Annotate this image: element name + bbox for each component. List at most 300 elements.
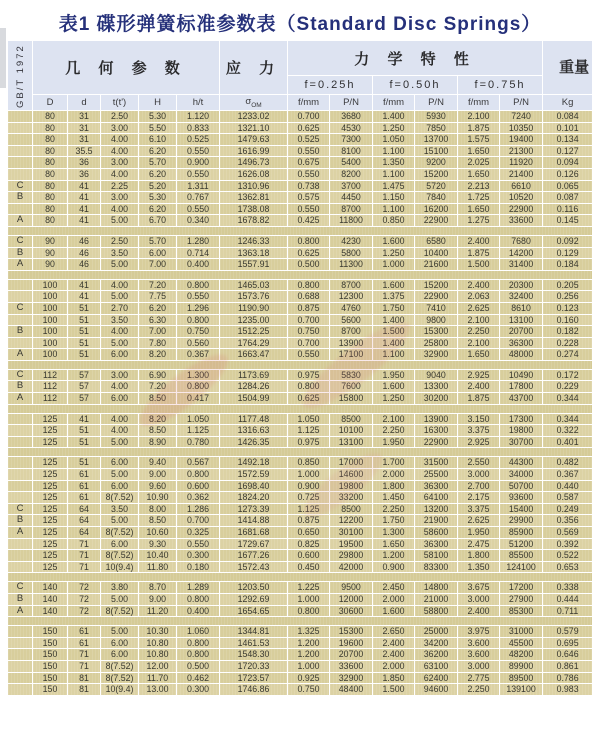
table-cell: 1729.67	[220, 539, 287, 550]
table-cell: 2.000	[373, 594, 414, 605]
row-type-label	[8, 204, 32, 215]
table-cell: 0.646	[543, 649, 592, 660]
table-cell: 10.40	[139, 550, 176, 561]
standard-code-cell	[8, 41, 32, 110]
table-cell: 64	[68, 515, 100, 526]
row-type-label: B	[8, 594, 32, 605]
table-cell: 61	[68, 481, 100, 492]
table-cell: 0.861	[543, 661, 592, 672]
row-type-label: A	[8, 215, 32, 226]
table-cell: 63100	[415, 661, 457, 672]
table-cell: 2.925	[458, 370, 499, 381]
table-cell: 0.425	[288, 215, 329, 226]
table-header	[8, 41, 592, 110]
table-cell: 1738.08	[220, 204, 287, 215]
table-cell: 1479.63	[220, 134, 287, 145]
table-row	[8, 550, 592, 561]
table-cell: 1.325	[288, 626, 329, 637]
table-cell: 4.00	[101, 280, 138, 291]
table-cell: 1.650	[373, 539, 414, 550]
table-cell: 0.367	[543, 469, 592, 480]
table-cell: 15400	[500, 504, 542, 515]
table-cell: 31000	[500, 626, 542, 637]
table-cell: 1.800	[458, 550, 499, 561]
table-cell: 2.650	[373, 626, 414, 637]
table-cell: 2.063	[458, 291, 499, 302]
table-cell: 1.875	[458, 248, 499, 259]
table-cell: 0.750	[288, 684, 329, 695]
table-cell: 7600	[330, 381, 372, 392]
group-separator-cell	[8, 448, 592, 456]
table-cell: 1321.10	[220, 123, 287, 134]
table-cell: 0.800	[177, 594, 219, 605]
table-row	[8, 259, 592, 270]
table-cell: 21600	[415, 259, 457, 270]
table-cell: 1.125	[177, 425, 219, 436]
table-cell: 1.875	[458, 123, 499, 134]
table-cell: 32900	[415, 349, 457, 360]
table-cell: 6.00	[101, 481, 138, 492]
table-cell: 0.975	[288, 437, 329, 448]
row-type-label: C	[8, 370, 32, 381]
row-type-label	[8, 134, 32, 145]
table-cell: 8.90	[139, 437, 176, 448]
table-cell: 1173.69	[220, 370, 287, 381]
table-cell: 4.00	[101, 169, 138, 180]
table-cell: 31500	[415, 457, 457, 468]
table-cell: 8.70	[139, 582, 176, 593]
table-cell: 1.050	[288, 414, 329, 425]
table-cell: 140	[33, 606, 67, 617]
table-cell: 36	[68, 169, 100, 180]
table-row	[8, 381, 592, 392]
sigma-subscript: OM	[251, 101, 262, 109]
table-cell: 3700	[330, 181, 372, 192]
table-cell: 1.350	[373, 157, 414, 168]
table-row	[8, 684, 592, 695]
row-type-label: C	[8, 181, 32, 192]
table-row	[8, 303, 592, 314]
row-type-label: C	[8, 504, 32, 515]
table-cell: 4.00	[101, 326, 138, 337]
table-cell: 36300	[415, 481, 457, 492]
row-type-label: B	[8, 326, 32, 337]
table-cell: 61	[68, 626, 100, 637]
table-cell: 1.200	[373, 550, 414, 561]
row-type-label	[8, 673, 32, 684]
table-cell: 7.20	[139, 280, 176, 291]
table-cell: 125	[33, 515, 67, 526]
table-row	[8, 539, 592, 550]
table-cell: 0.550	[177, 539, 219, 550]
table-cell: 25500	[415, 469, 457, 480]
table-cell: 0.340	[177, 215, 219, 226]
table-cell: 11920	[500, 157, 542, 168]
row-type-label	[8, 169, 32, 180]
table-cell: 8.00	[139, 504, 176, 515]
table-cell: 0.300	[177, 550, 219, 561]
table-cell: 6.20	[139, 204, 176, 215]
table-cell: 46	[68, 259, 100, 270]
table-cell: 17800	[500, 381, 542, 392]
table-cell: 0.400	[177, 606, 219, 617]
table-cell: 5.70	[139, 236, 176, 247]
table-cell: 0.444	[543, 594, 592, 605]
table-cell: 6.00	[101, 349, 138, 360]
table-cell: 1746.86	[220, 684, 287, 695]
table-cell: 71	[68, 661, 100, 672]
table-cell: 32900	[330, 673, 372, 684]
table-cell: 3.50	[101, 248, 138, 259]
table-cell: 90	[33, 259, 67, 270]
group-separator-row	[8, 271, 592, 279]
table-cell: 1.280	[177, 236, 219, 247]
table-row	[8, 370, 592, 381]
table-cell: 100	[33, 326, 67, 337]
table-cell: 1414.88	[220, 515, 287, 526]
table-cell: 0.550	[177, 291, 219, 302]
table-cell: 2.625	[458, 303, 499, 314]
table-cell: 1465.03	[220, 280, 287, 291]
group-separator-row	[8, 405, 592, 413]
table-cell: 150	[33, 649, 67, 660]
table-cell: 0.160	[543, 315, 592, 326]
table-cell: 150	[33, 673, 67, 684]
table-cell: 8500	[330, 504, 372, 515]
table-cell: 0.800	[288, 606, 329, 617]
table-body	[8, 111, 592, 695]
table-row	[8, 157, 592, 168]
table-cell: 2.400	[458, 236, 499, 247]
table-cell: 4.00	[101, 414, 138, 425]
table-cell: 0.675	[288, 157, 329, 168]
table-cell: 71	[68, 539, 100, 550]
row-type-label	[8, 626, 32, 637]
table-cell: 3.00	[101, 370, 138, 381]
table-cell: 100	[33, 291, 67, 302]
table-cell: 0.184	[543, 259, 592, 270]
table-cell: 10490	[500, 370, 542, 381]
table-cell: 1.450	[373, 492, 414, 503]
row-type-label	[8, 414, 32, 425]
table-row	[8, 457, 592, 468]
table-cell: 0.500	[288, 259, 329, 270]
group-separator-row	[8, 448, 592, 456]
table-cell: 51	[68, 457, 100, 468]
table-cell: 22900	[415, 291, 457, 302]
table-cell: 10.90	[139, 492, 176, 503]
table-cell: 125	[33, 504, 67, 515]
table-cell: 1.300	[373, 527, 414, 538]
table-cell: 1720.33	[220, 661, 287, 672]
column-D: D	[33, 95, 67, 110]
row-type-label	[8, 638, 32, 649]
table-cell: 2.550	[458, 457, 499, 468]
table-cell: 36	[68, 157, 100, 168]
table-cell: 5.00	[101, 215, 138, 226]
table-cell: 51	[68, 338, 100, 349]
table-cell: 30200	[415, 393, 457, 404]
table-cell: 80	[33, 169, 67, 180]
table-cell: 85300	[500, 606, 542, 617]
table-cell: 0.550	[288, 204, 329, 215]
table-cell: 0.750	[288, 326, 329, 337]
table-cell: 5600	[330, 315, 372, 326]
table-cell: 2.250	[373, 425, 414, 436]
table-cell: 2.450	[373, 582, 414, 593]
table-cell: 3.00	[101, 192, 138, 203]
group-separator-row	[8, 617, 592, 625]
table-cell: 29800	[330, 550, 372, 561]
table-cell: 51	[68, 349, 100, 360]
disc-spring-parameter-table	[7, 40, 593, 696]
table-cell: 17000	[330, 457, 372, 468]
table-cell: 41	[68, 291, 100, 302]
table-cell: 89500	[500, 673, 542, 684]
table-cell: 72	[68, 606, 100, 617]
table-cell: 5720	[415, 181, 457, 192]
table-cell: 61	[68, 492, 100, 503]
page-title: 表1 碟形弹簧标准参数表（Standard Disc Springs）	[58, 14, 542, 35]
table-cell: 6.00	[101, 539, 138, 550]
table-cell: 0.575	[288, 192, 329, 203]
table-row	[8, 123, 592, 134]
table-cell: 1573.76	[220, 291, 287, 302]
table-cell: 22900	[415, 215, 457, 226]
table-cell: 13700	[415, 134, 457, 145]
column-t: t(t')	[101, 95, 138, 110]
table-cell: 1.600	[373, 606, 414, 617]
table-cell: 0.800	[288, 381, 329, 392]
table-cell: 80	[33, 181, 67, 192]
table-cell: 0.579	[543, 626, 592, 637]
table-cell: 2.100	[458, 111, 499, 122]
table-cell: 10.30	[139, 626, 176, 637]
table-cell: 11800	[330, 215, 372, 226]
table-cell: 0.975	[288, 370, 329, 381]
table-cell: 48200	[500, 649, 542, 660]
table-cell: 0.800	[177, 280, 219, 291]
table-cell: 0.101	[543, 123, 592, 134]
table-cell: 3.50	[101, 504, 138, 515]
row-type-label: A	[8, 393, 32, 404]
table-cell: 13200	[415, 504, 457, 515]
table-cell: 3.375	[458, 504, 499, 515]
header-geometry: 几 何 参 数	[33, 41, 219, 94]
table-cell: 0.550	[177, 169, 219, 180]
table-cell: 41	[68, 414, 100, 425]
table-cell: 5.30	[139, 192, 176, 203]
table-cell: 8(7.52)	[101, 550, 138, 561]
group-separator-cell	[8, 573, 592, 581]
table-cell: 9200	[415, 157, 457, 168]
table-cell: 44300	[500, 457, 542, 468]
table-cell: 5.00	[101, 291, 138, 302]
table-cell: 0.625	[288, 393, 329, 404]
table-cell: 0.325	[177, 527, 219, 538]
table-cell: 8.20	[139, 349, 176, 360]
table-cell: 6.70	[139, 215, 176, 226]
table-cell: 15300	[415, 326, 457, 337]
table-cell: 8610	[500, 303, 542, 314]
table-cell: 90	[33, 236, 67, 247]
table-cell: 140	[33, 582, 67, 593]
table-cell: 1.650	[458, 204, 499, 215]
table-cell: 13100	[330, 437, 372, 448]
table-cell: 3.675	[458, 582, 499, 593]
table-cell: 13900	[330, 338, 372, 349]
table-cell: 1626.08	[220, 169, 287, 180]
table-row	[8, 606, 592, 617]
table-cell: 0.780	[177, 437, 219, 448]
table-cell: 100	[33, 338, 67, 349]
table-cell: 13900	[415, 414, 457, 425]
table-cell: 58100	[415, 550, 457, 561]
table-cell: 6.20	[139, 169, 176, 180]
table-cell: 0.550	[288, 349, 329, 360]
table-cell: 8.50	[139, 393, 176, 404]
table-cell: 125	[33, 550, 67, 561]
table-cell: 90	[33, 248, 67, 259]
table-cell: 1.296	[177, 303, 219, 314]
table-cell: 7.20	[139, 381, 176, 392]
table-cell: 71	[68, 562, 100, 573]
table-cell: 1.050	[373, 134, 414, 145]
table-cell: 1557.91	[220, 259, 287, 270]
table-cell: 100	[33, 280, 67, 291]
table-cell: 0.900	[373, 562, 414, 573]
table-cell: 0.800	[177, 315, 219, 326]
table-row	[8, 315, 592, 326]
table-cell: 21400	[500, 169, 542, 180]
table-row	[8, 326, 592, 337]
header-stress: 应 力	[220, 41, 287, 94]
table-cell: 42000	[330, 562, 372, 573]
table-cell: 11300	[330, 259, 372, 270]
table-cell: 125	[33, 457, 67, 468]
row-type-label: B	[8, 192, 32, 203]
table-cell: 1177.48	[220, 414, 287, 425]
table-cell: 0.900	[177, 157, 219, 168]
table-cell: 112	[33, 393, 67, 404]
table-row	[8, 673, 592, 684]
table-cell: 17300	[500, 414, 542, 425]
table-cell: 72	[68, 582, 100, 593]
table-cell: 57	[68, 381, 100, 392]
table-cell: 10.80	[139, 638, 176, 649]
table-cell: 0.367	[177, 349, 219, 360]
table-cell: 1.250	[373, 248, 414, 259]
table-cell: 3.00	[101, 123, 138, 134]
table-cell: 6.00	[101, 638, 138, 649]
table-cell: 61	[68, 638, 100, 649]
table-cell: 0.228	[543, 338, 592, 349]
table-cell: 1663.47	[220, 349, 287, 360]
table-cell: 46	[68, 248, 100, 259]
table-cell: 29900	[500, 515, 542, 526]
table-cell: 100	[33, 349, 67, 360]
table-cell: 0.450	[288, 562, 329, 573]
table-cell: 51	[68, 425, 100, 436]
table-cell: 125	[33, 469, 67, 480]
table-cell: 19500	[330, 539, 372, 550]
table-cell: 8.50	[139, 425, 176, 436]
table-cell: 80	[33, 157, 67, 168]
group-separator-cell	[8, 227, 592, 235]
table-cell: 1246.33	[220, 236, 287, 247]
table-cell: 0.172	[543, 370, 592, 381]
table-cell: 150	[33, 661, 67, 672]
table-cell: 1.700	[373, 457, 414, 468]
table-cell: 2.50	[101, 111, 138, 122]
table-cell: 2.213	[458, 181, 499, 192]
table-cell: 1284.26	[220, 381, 287, 392]
table-cell: 2.475	[458, 539, 499, 550]
table-cell: 124100	[500, 562, 542, 573]
table-cell: 0.116	[543, 204, 592, 215]
table-cell: 7.00	[139, 259, 176, 270]
table-cell: 12000	[330, 594, 372, 605]
table-row	[8, 111, 592, 122]
table-cell: 61	[68, 469, 100, 480]
table-cell: 0.800	[288, 236, 329, 247]
table-cell: 1.050	[177, 414, 219, 425]
table-cell: 5400	[330, 157, 372, 168]
table-row	[8, 492, 592, 503]
table-row	[8, 236, 592, 247]
table-cell: 0.525	[288, 134, 329, 145]
table-cell: 33600	[330, 661, 372, 672]
table-cell: 4450	[330, 192, 372, 203]
table-row	[8, 169, 592, 180]
table-cell: 1235.00	[220, 315, 287, 326]
table-cell: 10520	[500, 192, 542, 203]
row-type-label	[8, 315, 32, 326]
row-type-label	[8, 562, 32, 573]
table-cell: 0.087	[543, 192, 592, 203]
table-cell: 57	[68, 370, 100, 381]
table-cell: 80	[33, 215, 67, 226]
table-cell: 1.950	[458, 527, 499, 538]
table-cell: 9.60	[139, 481, 176, 492]
table-cell: 10(9.4)	[101, 562, 138, 573]
table-cell: 11.20	[139, 606, 176, 617]
table-cell: 0.800	[177, 649, 219, 660]
table-cell: 1572.59	[220, 469, 287, 480]
table-cell: 5.00	[101, 515, 138, 526]
table-cell: 20300	[500, 280, 542, 291]
table-cell: 1.060	[177, 626, 219, 637]
table-cell: 8700	[330, 326, 372, 337]
table-cell: 2.625	[458, 515, 499, 526]
table-cell: 46	[68, 236, 100, 247]
table-cell: 31	[68, 134, 100, 145]
group-separator-row	[8, 361, 592, 369]
table-cell: 4.00	[101, 204, 138, 215]
table-cell: 0.600	[177, 481, 219, 492]
table-cell: 3680	[330, 111, 372, 122]
table-cell: 4530	[330, 123, 372, 134]
table-cell: 0.094	[543, 157, 592, 168]
table-cell: 1.200	[288, 638, 329, 649]
table-cell: 0.417	[177, 393, 219, 404]
table-cell: 2.100	[458, 338, 499, 349]
table-cell: 11.70	[139, 673, 176, 684]
row-type-label: C	[8, 236, 32, 247]
table-cell: 33600	[500, 215, 542, 226]
table-cell: 57	[68, 393, 100, 404]
table-cell: 8200	[330, 169, 372, 180]
